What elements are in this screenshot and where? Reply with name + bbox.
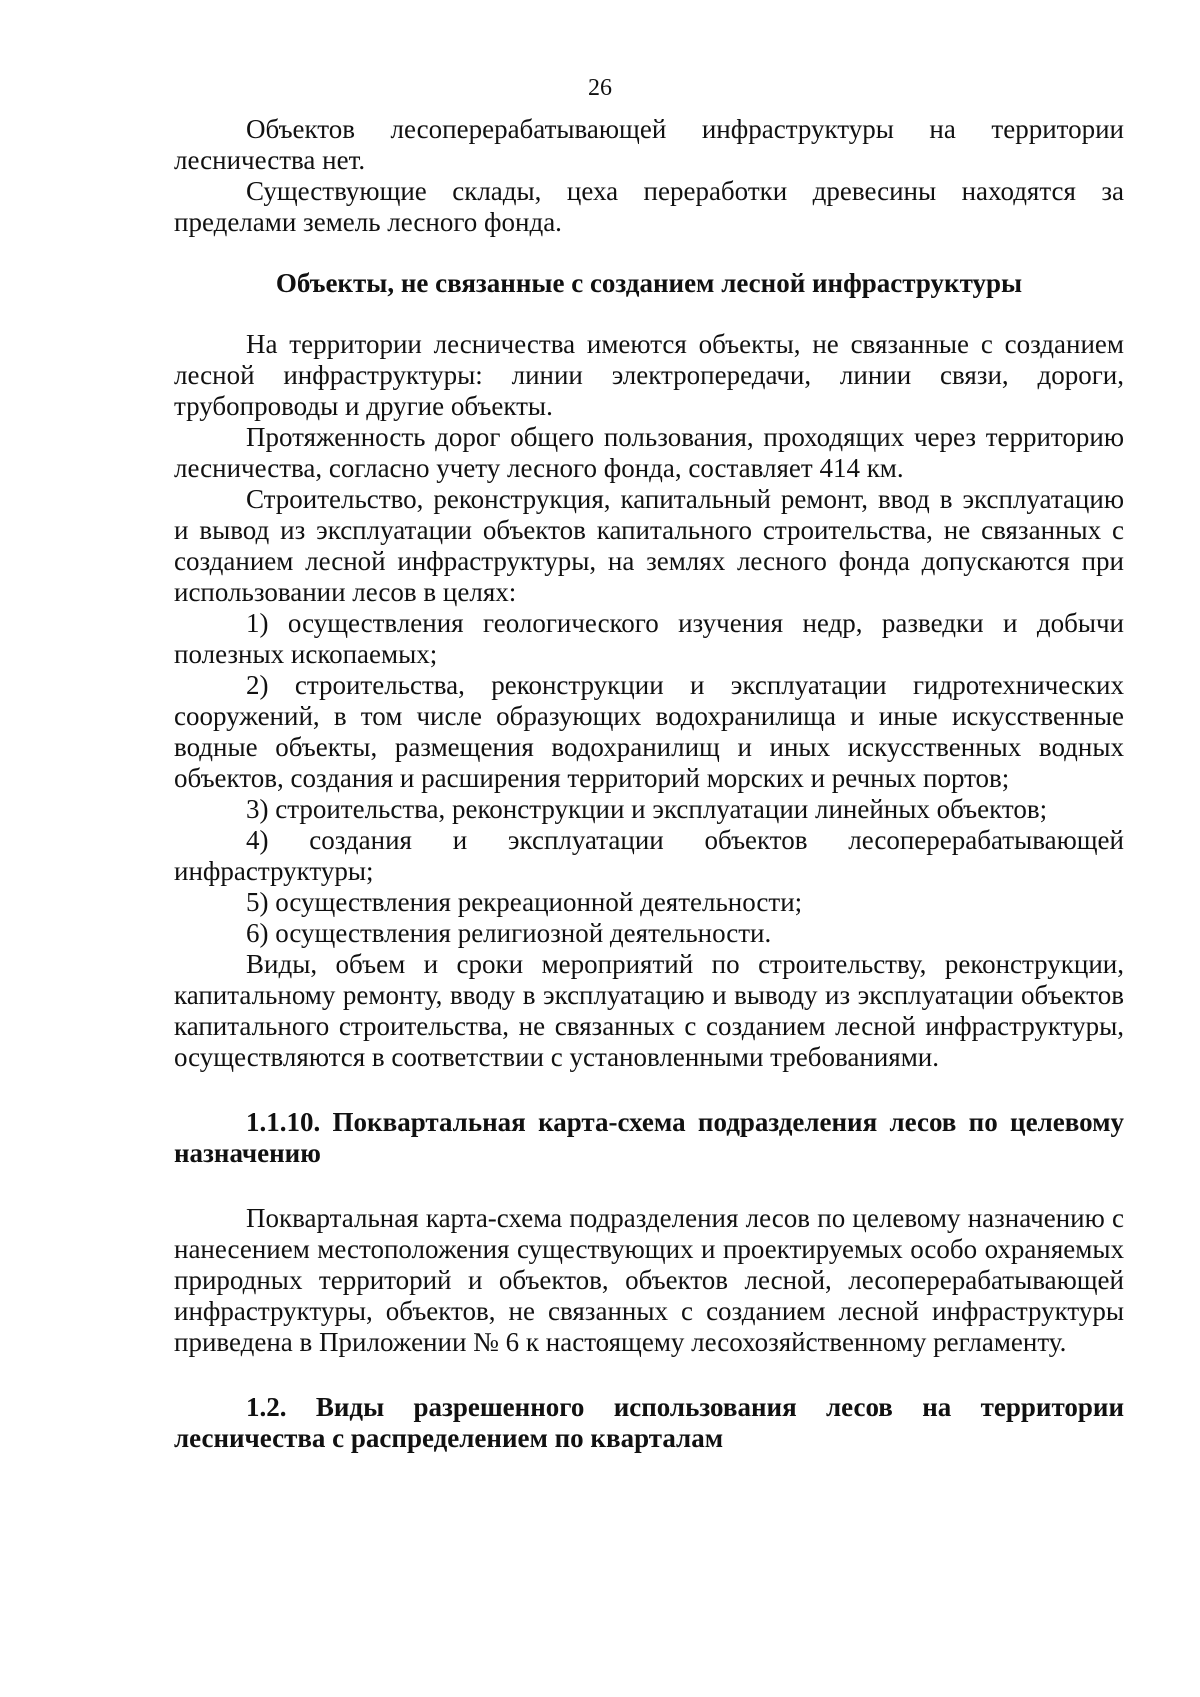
section-heading-1-2: 1.2. Виды разрешенного использования лесов на территории лесничества с распределением по кварталам (174, 1392, 1124, 1453)
section-heading-1-1-10: 1.1.10. Поквартальная карта-схема подразделения лесов по целевому назначению (174, 1107, 1124, 1168)
paragraph-1-1-10: Поквартальная карта-схема подразделения лесов по целевому назначению с нанесением местоположения существующих и проектируемых особо охраняемых природных территорий и объектов, объектов лесной, лесоперерабатывающей инфраструктуры, объектов, не связанных с созданием лесной инфраструктуры приведена в Приложении № 6 к настоящему лесохозяйственному регламенту. (174, 1203, 1124, 1357)
page-content (174, 114, 1124, 1454)
paragraph-objects-2: Протяженность дорог общего пользования, проходящих через территорию лесничества, согласно учету лесного фонда, составляет 414 км. (174, 422, 1124, 483)
list-item-6: 6) осуществления религиозной деятельности. (246, 918, 772, 948)
list-item-5: 5) осуществления рекреационной деятельности; (246, 887, 803, 917)
section-heading-objects: Объекты, не связанные с созданием лесной инфраструктуры (275, 268, 1023, 298)
paragraph-intro-1: Объектов лесоперерабатывающей инфраструктуры на территории лесничества нет. (174, 114, 1124, 175)
paragraph-objects-1: На территории лесничества имеются объекты, не связанные с созданием лесной инфраструктуры: линии электропередачи, линии связи, дороги, трубопроводы и другие объекты. (174, 329, 1124, 421)
list-item-1: 1) осуществления геологического изучения недр, разведки и добычи полезных ископаемых; (174, 608, 1124, 669)
paragraph-objects-3: Строительство, реконструкция, капитальный ремонт, ввод в эксплуатацию и вывод из эксплуатации объектов капитального строительства, не связанных с созданием лесной инфраструктуры, на землях лесного фонда допускаются при использовании лесов в целях: (174, 484, 1124, 607)
page-number: 26 (588, 75, 612, 101)
paragraph-intro-2: Существующие склады, цеха переработки древесины находятся за пределами земель лесного фонда. (174, 176, 1124, 237)
list-item-4: 4) создания и эксплуатации объектов лесоперерабатывающей инфраструктуры; (174, 825, 1124, 886)
list-item-3: 3) строительства, реконструкции и эксплуатации линейных объектов; (246, 794, 1048, 824)
paragraph-objects-closing: Виды, объем и сроки мероприятий по строительству, реконструкции, капитальному ремонту, вводу в эксплуатацию и выводу из эксплуатации объектов капитального строительства, не связанных с созданием лесной инфраструктуры, осуществляются в соответствии с установленными требованиями. (174, 949, 1124, 1072)
list-item-2: 2) строительства, реконструкции и эксплуатации гидротехнических сооружений, в том числе образующих водохранилища и иные искусственные водные объекты, размещения водохранилищ и иных искусственных водных объектов, создания и расширения территорий морских и речных портов; (174, 670, 1124, 793)
